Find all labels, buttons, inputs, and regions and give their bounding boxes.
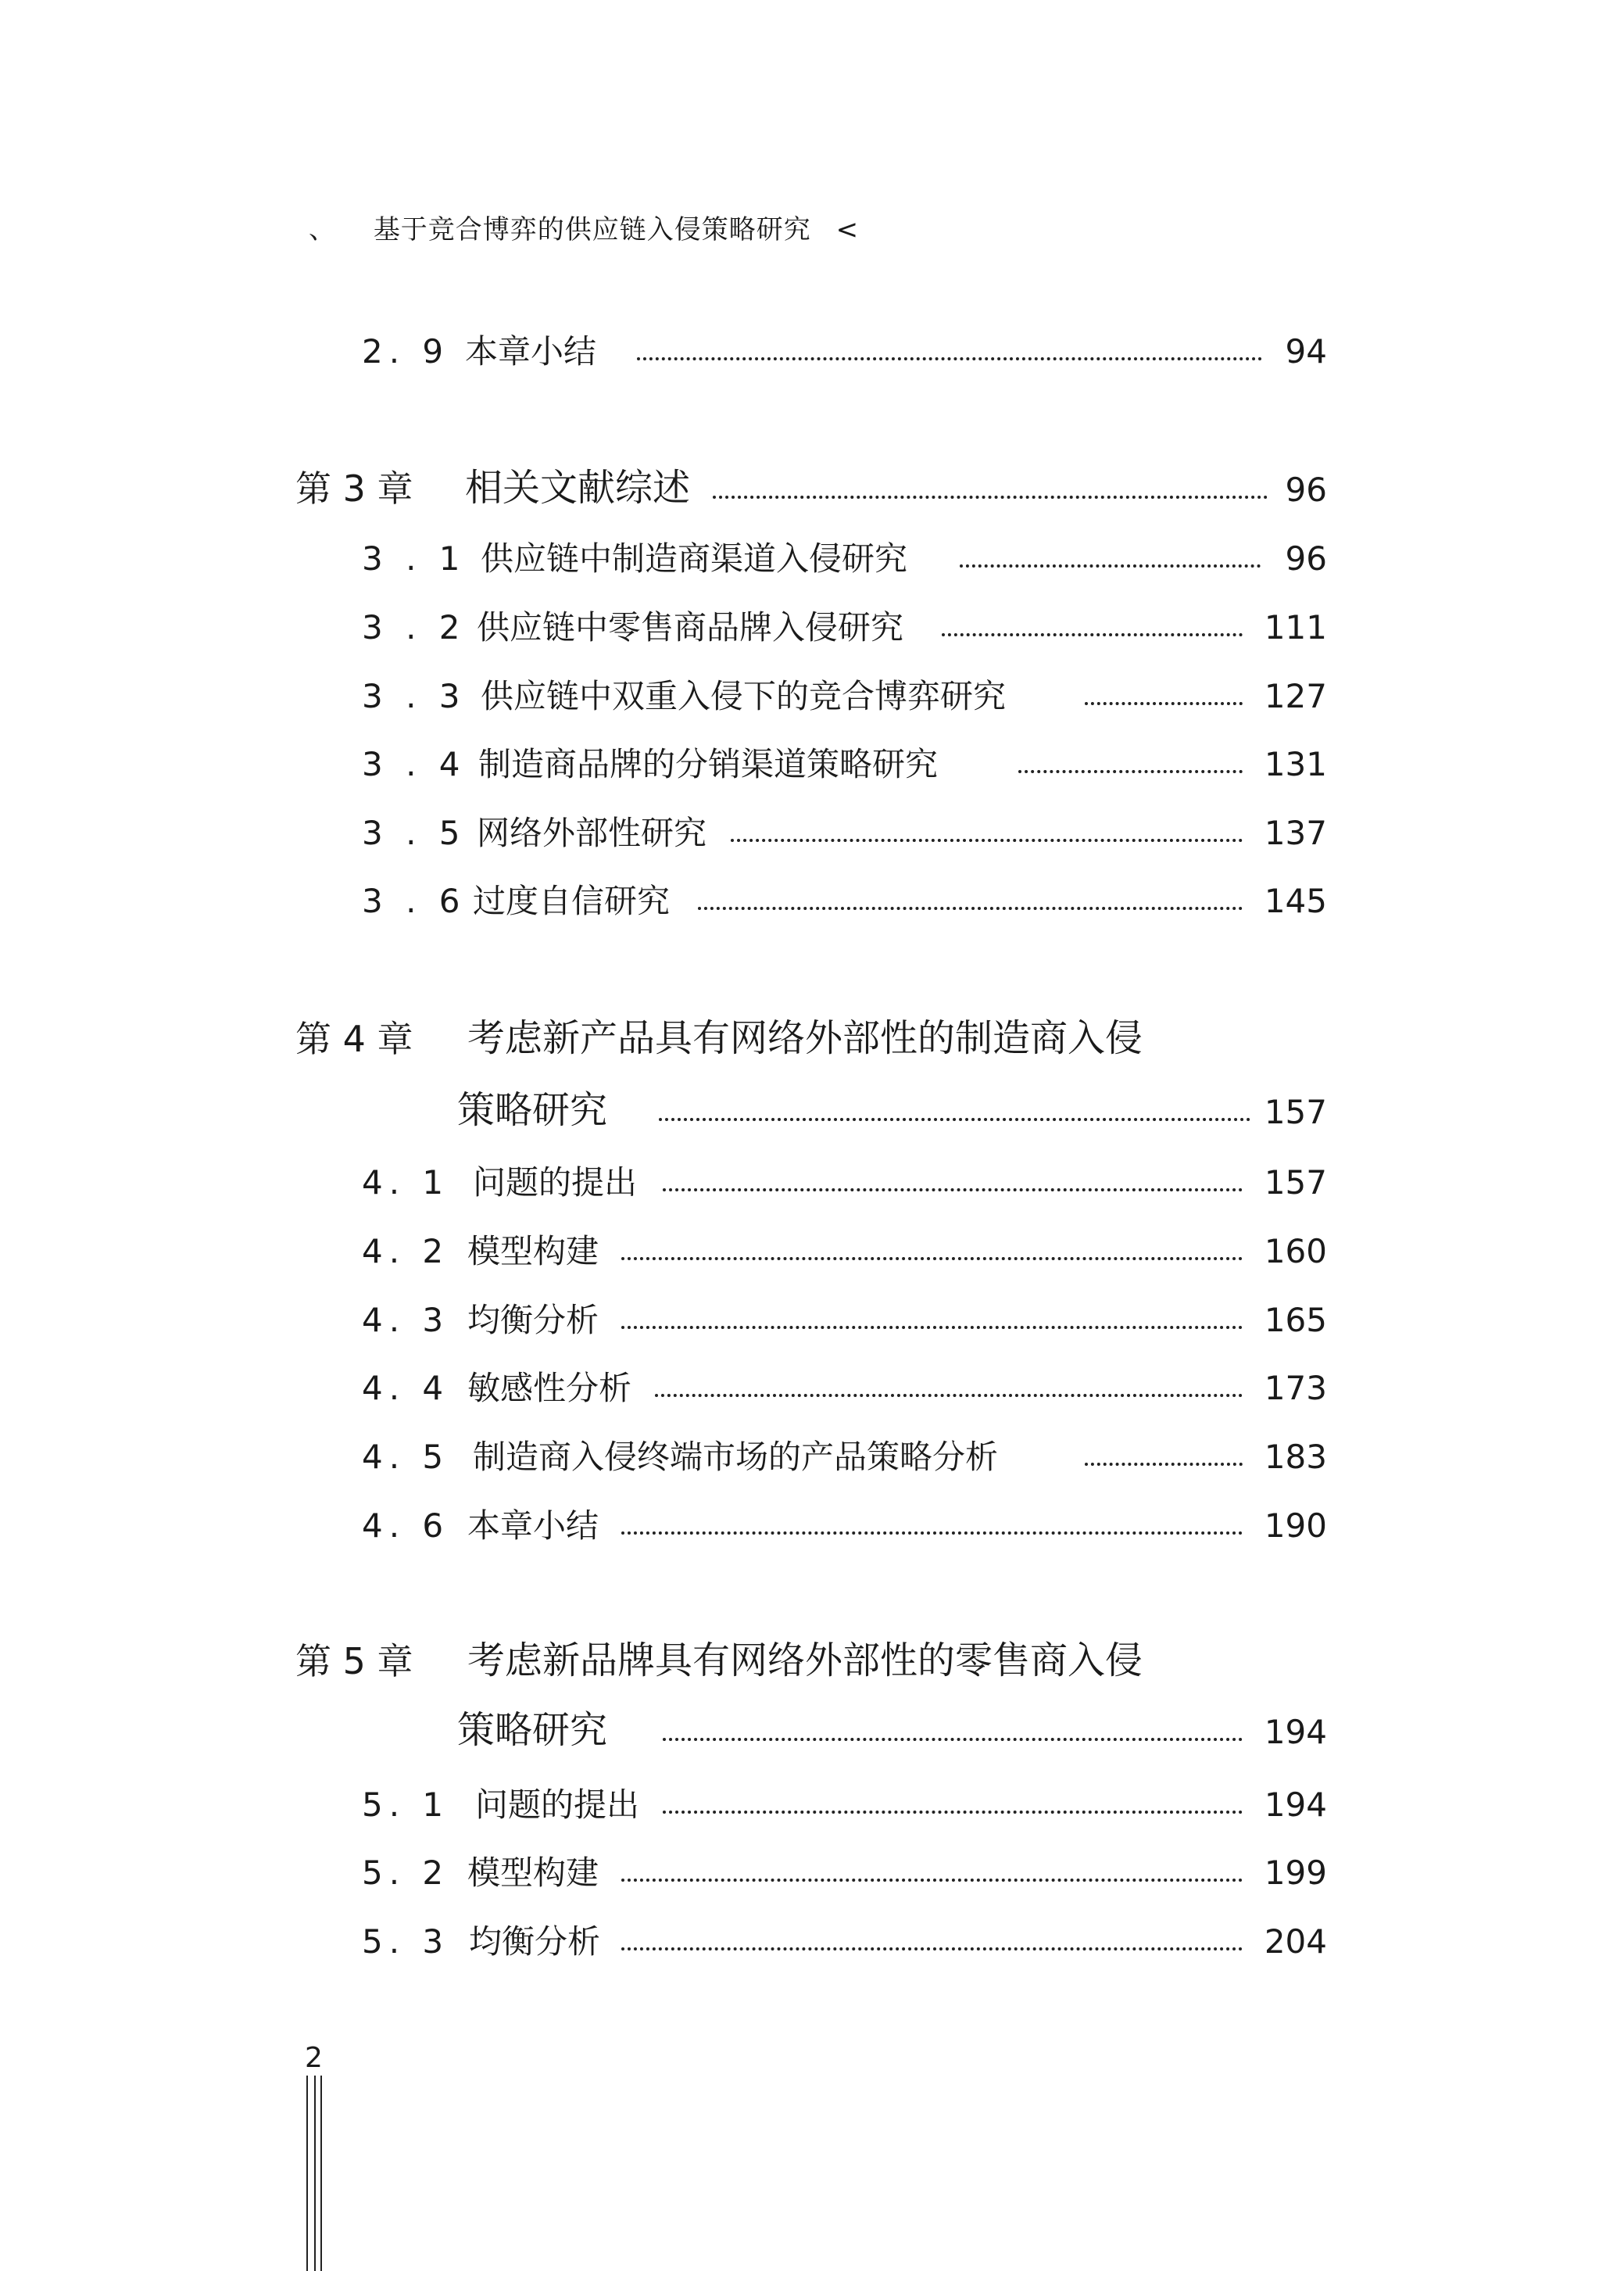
toc-entry-3-3[interactable] <box>0 669 1624 716</box>
toc-page-number: 96 <box>1285 539 1327 578</box>
toc-title: 均衡分析 <box>467 1301 599 1339</box>
toc-leader <box>621 1531 1243 1535</box>
toc-leader <box>1018 770 1243 773</box>
toc-entry-3-1[interactable] <box>0 532 1624 578</box>
toc-number: 4. 1 <box>362 1163 450 1202</box>
toc-page-number: 127 <box>1264 677 1327 715</box>
toc-title: 敏感性分析 <box>467 1369 632 1407</box>
toc-entry-5-3[interactable] <box>0 1915 1624 1961</box>
toc-entry-3-5[interactable] <box>0 806 1624 853</box>
chapter-title-line1: 考虑新产品具有网络外部性的制造商入侵 <box>467 1016 1143 1060</box>
toc-title: 供应链中双重入侵下的竞合博弈研究 <box>481 677 1007 715</box>
toc-number: 5. 1 <box>362 1786 450 1824</box>
toc-chapter-4[interactable] <box>0 1013 1624 1060</box>
chapter-title-line1: 考虑新品牌具有网络外部性的零售商入侵 <box>467 1639 1143 1682</box>
toc-chapter-5-continued[interactable] <box>0 1705 1624 1752</box>
toc-number: 3 . 2 <box>362 608 467 647</box>
toc-leader <box>637 357 1262 360</box>
chapter-title-line2: 策略研究 <box>457 1088 608 1132</box>
toc-title: 过度自信研究 <box>473 882 671 920</box>
page-number: 2 <box>305 2042 323 2074</box>
header-title: 基于竞合博弈的供应链入侵策略研究 <box>373 214 811 245</box>
toc-leader <box>731 839 1243 842</box>
toc-entry-3-4[interactable] <box>0 737 1624 784</box>
toc-title: 本章小结 <box>467 1506 599 1545</box>
toc-entry-4-2[interactable] <box>0 1224 1624 1271</box>
toc-title: 制造商品牌的分销渠道策略研究 <box>478 745 939 783</box>
toc-page-number: 111 <box>1264 608 1327 647</box>
toc-number: 4. 5 <box>362 1438 450 1476</box>
toc-leader <box>621 1879 1243 1882</box>
toc-entry-3-2[interactable] <box>0 600 1624 647</box>
toc-leader <box>655 1394 1243 1397</box>
toc-title: 均衡分析 <box>469 1922 601 1961</box>
toc-leader <box>1085 1463 1243 1466</box>
toc-title: 供应链中制造商渠道入侵研究 <box>481 539 908 578</box>
toc-title: 问题的提出 <box>473 1163 638 1202</box>
header-end-mark: < <box>835 214 860 245</box>
toc-title: 制造商入侵终端市场的产品策略分析 <box>473 1438 999 1476</box>
toc-leader <box>663 1188 1243 1191</box>
toc-chapter-5[interactable] <box>0 1635 1624 1682</box>
toc-entry-4-6[interactable] <box>0 1499 1624 1546</box>
running-header <box>309 208 859 246</box>
toc-number: 4. 4 <box>362 1369 450 1407</box>
toc-number: 4. 6 <box>362 1506 450 1545</box>
toc-entry-4-5[interactable] <box>0 1430 1624 1477</box>
toc-leader <box>698 907 1243 910</box>
toc-page-number: 173 <box>1264 1369 1327 1407</box>
toc-leader <box>621 1257 1243 1260</box>
toc-title: 模型构建 <box>467 1854 599 1892</box>
toc-page-number: 183 <box>1264 1438 1327 1476</box>
toc-entry-4-3[interactable] <box>0 1293 1624 1340</box>
toc-leader <box>942 633 1243 636</box>
toc-entry-4-4[interactable] <box>0 1361 1624 1408</box>
toc-number: 2. 9 <box>362 332 450 371</box>
toc-chapter-4-continued[interactable] <box>0 1085 1624 1132</box>
chapter-title-line2: 策略研究 <box>457 1708 608 1752</box>
toc-chapter-3[interactable] <box>0 463 1624 510</box>
header-lead-mark: 、 <box>309 214 336 245</box>
toc-number: 3 . 6 <box>362 882 467 920</box>
toc-number: 4. 3 <box>362 1301 450 1339</box>
toc-leader <box>1085 702 1243 705</box>
toc-entry-5-2[interactable] <box>0 1846 1624 1893</box>
binding-rule <box>320 2076 322 2271</box>
chapter-number: 第 4 章 <box>295 1018 413 1060</box>
toc-entry-3-6[interactable] <box>0 874 1624 921</box>
toc-title: 网络外部性研究 <box>477 814 707 852</box>
toc-page-number: 157 <box>1264 1093 1327 1131</box>
chapter-number: 第 3 章 <box>295 467 413 510</box>
toc-title: 本章小结 <box>465 332 597 371</box>
toc-page-number: 96 <box>1285 471 1327 509</box>
toc-page-number: 160 <box>1264 1232 1327 1270</box>
toc-number: 3 . 1 <box>362 539 467 578</box>
toc-number: 4. 2 <box>362 1232 450 1270</box>
toc-title: 模型构建 <box>467 1232 599 1270</box>
toc-title: 问题的提出 <box>475 1786 640 1824</box>
toc-page-number: 94 <box>1285 332 1327 371</box>
toc-number: 3 . 5 <box>362 814 467 852</box>
toc-number: 5. 2 <box>362 1854 450 1892</box>
toc-entry-2-9[interactable] <box>0 324 1624 371</box>
toc-title: 供应链中零售商品牌入侵研究 <box>477 608 904 647</box>
toc-page-number: 199 <box>1264 1854 1327 1892</box>
toc-leader <box>621 1326 1243 1329</box>
toc-number: 3 . 4 <box>362 745 467 783</box>
toc-page-number: 194 <box>1264 1713 1327 1751</box>
toc-entry-4-1[interactable] <box>0 1155 1624 1202</box>
toc-leader <box>663 1811 1243 1814</box>
toc-leader <box>621 1947 1243 1950</box>
toc-page-number: 131 <box>1264 745 1327 783</box>
binding-rule <box>314 2076 316 2271</box>
chapter-title: 相关文献综述 <box>465 466 691 510</box>
toc-number: 5. 3 <box>362 1922 450 1961</box>
toc-page-number: 194 <box>1264 1786 1327 1824</box>
toc-page-number: 157 <box>1264 1163 1327 1202</box>
toc-leader <box>960 564 1261 568</box>
toc-leader <box>713 496 1268 499</box>
toc-leader <box>659 1118 1250 1121</box>
toc-entry-5-1[interactable] <box>0 1778 1624 1825</box>
toc-page-number: 137 <box>1264 814 1327 852</box>
toc-page-number: 204 <box>1264 1922 1327 1961</box>
toc-leader <box>663 1738 1243 1741</box>
toc-page-number: 165 <box>1264 1301 1327 1339</box>
binding-rule <box>306 2076 308 2271</box>
chapter-number: 第 5 章 <box>295 1640 413 1682</box>
toc-number: 3 . 3 <box>362 677 467 715</box>
toc-page-number: 190 <box>1264 1506 1327 1545</box>
toc-page-number: 145 <box>1264 882 1327 920</box>
